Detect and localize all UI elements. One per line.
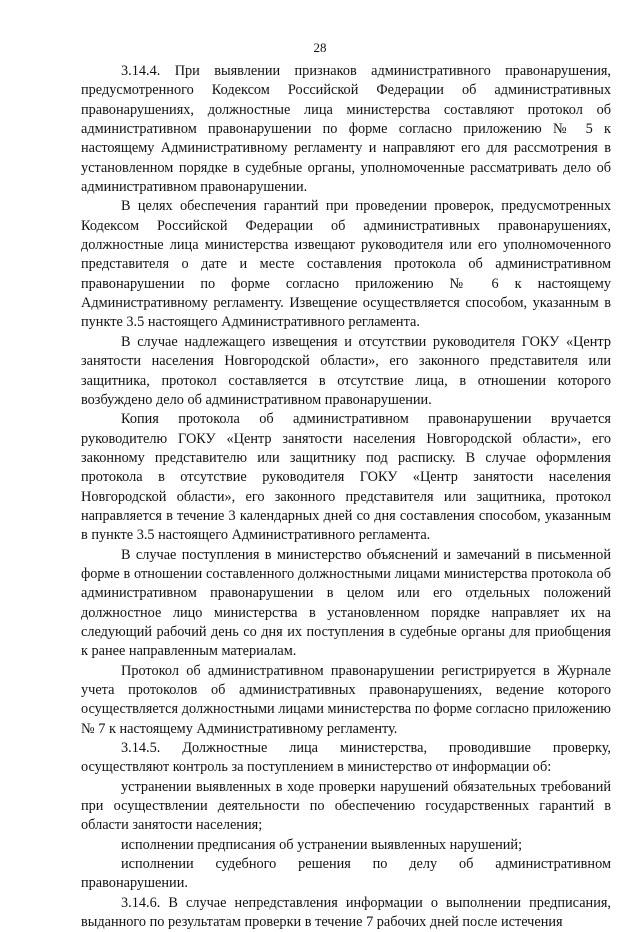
paragraph-3-14-4: 3.14.4. При выявлении признаков административного правонарушения, предусмотренного Кодексом Российской Федерации об административных правонарушениях, должностные лица министерства составляют протокол об административном правонарушении по форме согласно приложению № 5 к настоящему Административному регламенту и направляют его для рассмотрения в установленном порядке в судебные органы, уполномоченные рассматривать дело об административном правонарушении. <box>81 63 611 196</box>
paragraph-absence-protocol: В случае надлежащего извещения и отсутствии руководителя ГОКУ «Центр занятости населения Новгородской области», его законного представителя или защитника, протокол составляется в отсутствие лица, в отношении которого возбуждено дело об административном правонарушении. <box>81 333 611 408</box>
document-body <box>81 62 611 932</box>
paragraph-3-14-5: 3.14.5. Должностные лица министерства, проводившие проверку, осуществляют контроль за поступлением в министерство от информации об: <box>81 740 611 776</box>
page-number: 28 <box>313 40 327 55</box>
list-item-order-execution: исполнении предписания об устранении выявленных нарушений; <box>121 836 523 853</box>
paragraph-guarantees-notice: В целях обеспечения гарантий при проведении проверок, предусмотренных Кодексом Российской Федерации об административных правонарушениях, должностные лица министерства извещают руководителя или его уполномоченного представителя о дате и месте составления протокола об административном правонарушении по форме согласно приложению № 6 к настоящему Административному регламенту. Извещение осуществляется способом, указанным в пункте 3.5 настоящего Административного регламента. <box>81 198 611 331</box>
paragraph-protocol-copy: Копия протокола об административном правонарушении вручается руководителю ГОКУ «Центр занятости населения Новгородской области», его законному представителю или защитнику под расписку. В случае оформления протокола в отсутствие руководителя ГОКУ «Центр занятости населения Новгородской области», его законного представителя или защитника, протокол направляется в течение 3 календарных дней со дня составления способом, указанным в пункте 3.5 настоящего Административного регламента. <box>81 411 611 544</box>
paragraph-objections: В случае поступления в министерство объяснений и замечаний в письменной форме в отношении составленного должностными лицами министерства протокола об административном правонарушении в целом или его отдельных положений должностное лицо министерства в установленном порядке направляет их на следующий рабочий день со дня их поступления в судебные органы для приобщения к ранее направленным материалам. <box>81 546 611 660</box>
paragraph-3-14-6: 3.14.6. В случае непредставления информации о выполнении предписания, выданного по результатам проверки в течение 7 рабочих дней после истечения <box>81 894 611 931</box>
list-item-court-decision: исполнении судебного решения по делу об административном правонарушении. <box>81 856 611 892</box>
paragraph-protocol-registration: Протокол об административном правонарушении регистрируется в Журнале учета протоколов об административных правонарушениях, ведение которого осуществляется должностными лицами министерства по форме согласно приложению № 7 к настоящему Административному регламенту. <box>81 662 611 737</box>
list-item-violations-elimination: устранении выявленных в ходе проверки нарушений обязательных требований при осуществлении деятельности по обеспечению государственных гарантий в области занятости населения; <box>81 778 611 834</box>
